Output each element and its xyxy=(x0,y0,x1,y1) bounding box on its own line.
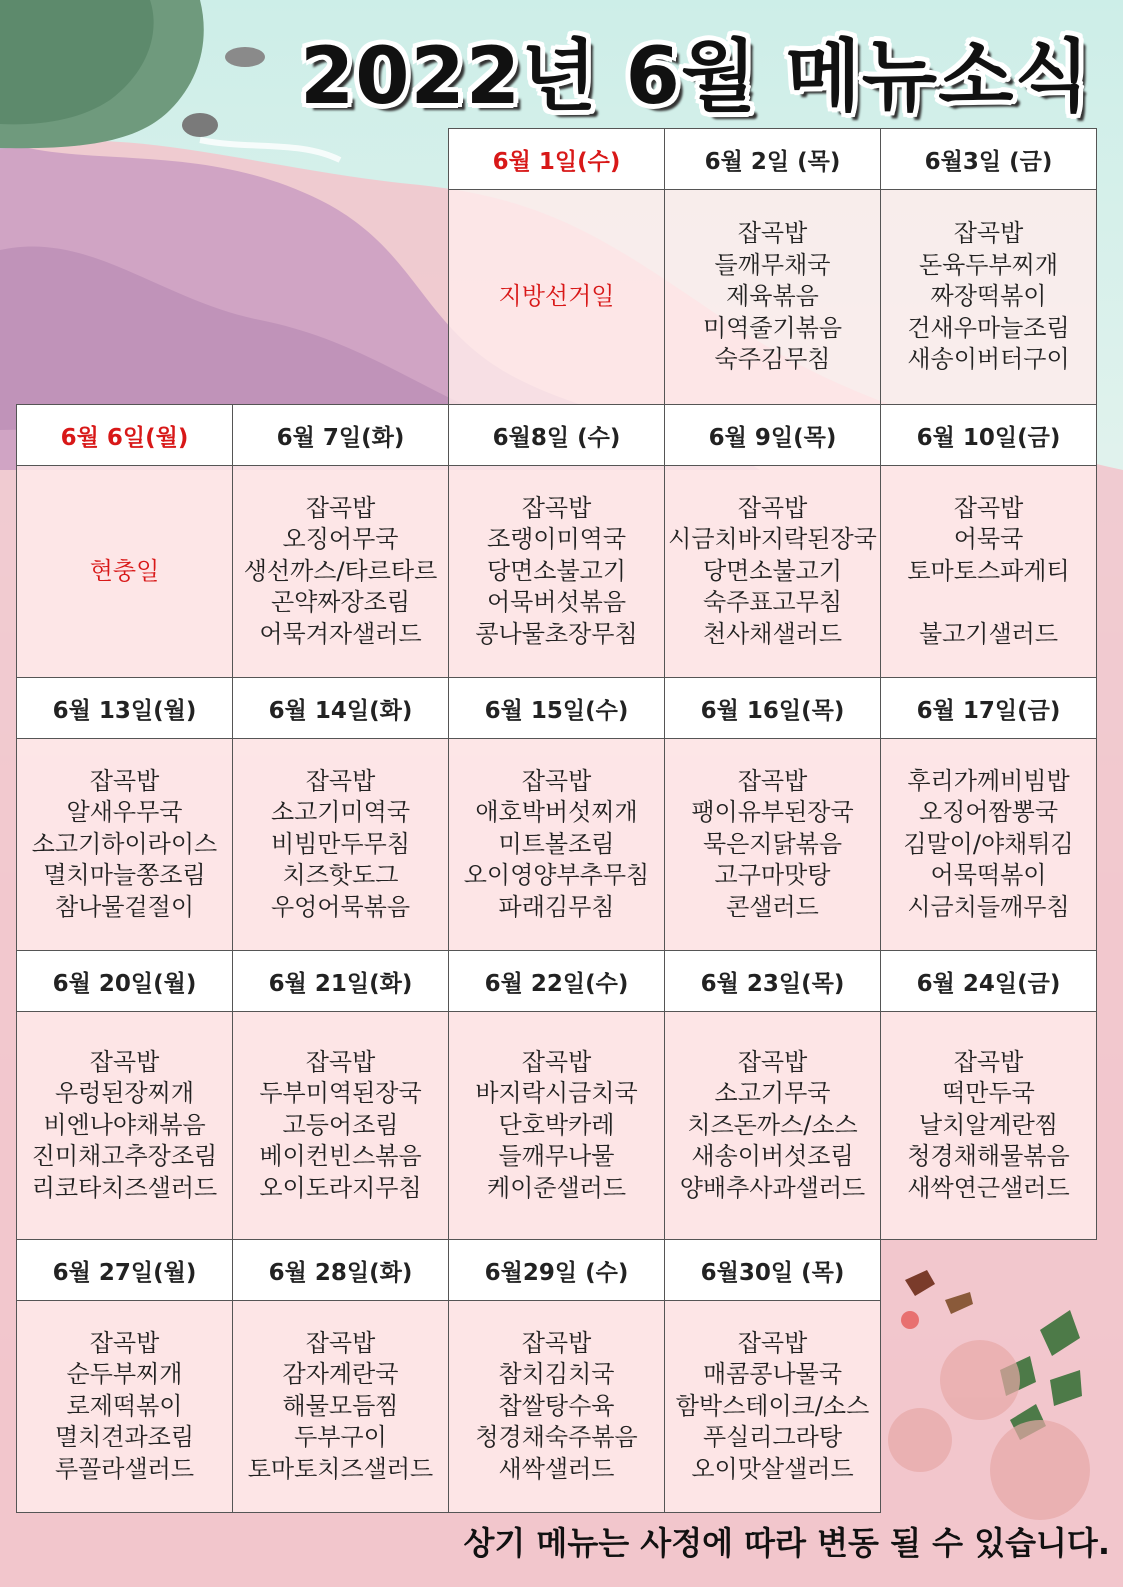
menu-item: 소고기하이라이스 xyxy=(31,829,218,858)
menu-item: 잡곡밥 xyxy=(305,1328,376,1357)
menu-item: 멸치견과조림 xyxy=(54,1423,195,1452)
menu-item: 당면소불고기 xyxy=(702,556,843,585)
menu-cell xyxy=(232,465,449,678)
menu-cell xyxy=(16,1300,233,1513)
menu-item: 들깨무채국 xyxy=(714,250,831,279)
menu-item: 바지락시금치국 xyxy=(475,1079,638,1108)
menu-item: 잡곡밥 xyxy=(305,1047,376,1076)
menu-cell xyxy=(664,738,881,951)
day-header: 6월 9일(목) xyxy=(664,404,881,466)
day-header: 6월30일 (목) xyxy=(664,1239,881,1301)
menu-item: 날치알계란찜 xyxy=(918,1110,1059,1139)
menu-item: 어묵겨자샐러드 xyxy=(259,619,422,648)
day-header: 6월8일 (수) xyxy=(448,404,665,466)
menu-item: 양배추사과샐러드 xyxy=(679,1173,866,1202)
menu-item: 우엉어묵볶음 xyxy=(270,892,411,921)
menu-cell xyxy=(448,1011,665,1240)
menu-item: 비빔만두무침 xyxy=(270,829,411,858)
menu-item: 천사채샐러드 xyxy=(702,619,843,648)
day-header: 6월 15일(수) xyxy=(448,677,665,739)
menu-item: 새송이버섯조림 xyxy=(691,1142,854,1171)
holiday-label: 지방선거일 xyxy=(498,282,615,311)
menu-item: 들깨무나물 xyxy=(498,1142,615,1171)
menu-cell xyxy=(664,1300,881,1513)
menu-cell xyxy=(232,1011,449,1240)
menu-item: 떡만두국 xyxy=(942,1079,1035,1108)
menu-item: 잡곡밥 xyxy=(737,219,808,248)
menu-item: 진미채고추장조림 xyxy=(31,1142,218,1171)
menu-cell xyxy=(448,465,665,678)
menu-item: 청경채해물볶음 xyxy=(907,1142,1070,1171)
menu-cell xyxy=(664,465,881,678)
menu-item: 어묵버섯볶음 xyxy=(486,588,627,617)
menu-cell xyxy=(16,1011,233,1240)
menu-item: 새싹샐러드 xyxy=(498,1454,615,1483)
menu-item: 잡곡밥 xyxy=(89,766,160,795)
day-header: 6월 10일(금) xyxy=(880,404,1097,466)
menu-item: 소고기미역국 xyxy=(270,798,411,827)
menu-item: 베이컨빈스볶음 xyxy=(259,1142,422,1171)
menu-item: 참나물겉절이 xyxy=(54,892,195,921)
menu-item: 잡곡밥 xyxy=(305,493,376,522)
menu-item: 감자계란국 xyxy=(282,1360,399,1389)
day-header: 6월 28일(화) xyxy=(232,1239,449,1301)
menu-item: 잡곡밥 xyxy=(521,493,592,522)
menu-item: 미트볼조림 xyxy=(498,829,615,858)
menu-item: 알새우무국 xyxy=(66,798,183,827)
menu-item: 불고기샐러드 xyxy=(918,619,1059,648)
menu-item: 시금치바지락된장국 xyxy=(668,525,877,554)
menu-item: 토마토스파게티 xyxy=(907,556,1070,585)
day-header: 6월 21일(화) xyxy=(232,950,449,1012)
menu-item: 청경채숙주볶음 xyxy=(475,1423,638,1452)
menu-item: 푸실리그라탕 xyxy=(702,1423,843,1452)
menu-item: 잡곡밥 xyxy=(521,766,592,795)
menu-item: 오징어무국 xyxy=(282,525,399,554)
menu-item: 곤약짜장조림 xyxy=(270,588,411,617)
holiday-label: 현충일 xyxy=(89,556,160,585)
day-header: 6월 20일(월) xyxy=(16,950,233,1012)
menu-item: 참치김치국 xyxy=(498,1360,615,1389)
day-header: 6월 1일(수) xyxy=(448,128,665,190)
day-header: 6월 27일(월) xyxy=(16,1239,233,1301)
menu-item: 우렁된장찌개 xyxy=(54,1079,195,1108)
menu-item: 새송이버터구이 xyxy=(907,345,1070,374)
day-header: 6월 13일(월) xyxy=(16,677,233,739)
day-header: 6월 17일(금) xyxy=(880,677,1097,739)
menu-item: 후리가께비빔밥 xyxy=(907,766,1070,795)
menu-item: 오이맛살샐러드 xyxy=(691,1454,854,1483)
menu-item: 잡곡밥 xyxy=(953,493,1024,522)
menu-item: 짜장떡볶이 xyxy=(930,282,1047,311)
menu-item: 오이도라지무침 xyxy=(259,1173,422,1202)
day-header: 6월 7일(화) xyxy=(232,404,449,466)
menu-item: 잡곡밥 xyxy=(737,766,808,795)
menu-cell xyxy=(448,1300,665,1513)
menu-item: 단호박카레 xyxy=(498,1110,615,1139)
menu-item: 당면소불고기 xyxy=(486,556,627,585)
day-header: 6월29일 (수) xyxy=(448,1239,665,1301)
menu-item: 멸치마늘쫑조림 xyxy=(43,861,206,890)
menu-item: 숙주표고무침 xyxy=(702,588,843,617)
menu-item: 새싹연근샐러드 xyxy=(907,1173,1070,1202)
menu-item: 고등어조림 xyxy=(282,1110,399,1139)
menu-item: 치즈돈까스/소스 xyxy=(687,1110,858,1139)
menu-item: 오징어짬뽕국 xyxy=(918,798,1059,827)
menu-item: 애호박버섯찌개 xyxy=(475,798,638,827)
menu-item: 오이영양부추무침 xyxy=(463,861,650,890)
menu-cell xyxy=(664,189,881,405)
menu-item: 잡곡밥 xyxy=(737,493,808,522)
menu-item: 숙주김무침 xyxy=(714,345,831,374)
menu-item: 파래김무침 xyxy=(498,892,615,921)
holiday-cell xyxy=(448,189,665,405)
menu-cell xyxy=(880,465,1097,678)
menu-item: 케이준샐러드 xyxy=(486,1173,627,1202)
menu-item: 잡곡밥 xyxy=(521,1047,592,1076)
menu-item: 잡곡밥 xyxy=(305,766,376,795)
disclaimer-text: 상기 메뉴는 사정에 따라 변동 될 수 있습니다. xyxy=(463,1524,1110,1562)
menu-item: 팽이유부된장국 xyxy=(691,798,854,827)
menu-cell xyxy=(880,189,1097,405)
menu-cell xyxy=(880,1011,1097,1240)
menu-item: 콘샐러드 xyxy=(726,892,819,921)
menu-item: 토마토치즈샐러드 xyxy=(247,1454,434,1483)
menu-item: 묵은지닭볶음 xyxy=(702,829,843,858)
menu-item: 함박스테이크/소스 xyxy=(675,1391,870,1420)
menu-item: 김말이/야채튀김 xyxy=(903,829,1074,858)
menu-item: 두부구이 xyxy=(294,1423,387,1452)
menu-item: 어묵떡볶이 xyxy=(930,861,1047,890)
menu-item: 잡곡밥 xyxy=(89,1328,160,1357)
day-header: 6월 14일(화) xyxy=(232,677,449,739)
menu-item: 잡곡밥 xyxy=(737,1047,808,1076)
day-header: 6월 2일 (목) xyxy=(664,128,881,190)
day-header: 6월 24일(금) xyxy=(880,950,1097,1012)
menu-item: 해물모듬찜 xyxy=(282,1391,399,1420)
menu-cell xyxy=(880,738,1097,951)
menu-item: 찹쌀탕수육 xyxy=(498,1391,615,1420)
menu-item: 생선까스/타르타르 xyxy=(243,556,438,585)
menu-item: 건새우마늘조림 xyxy=(907,313,1070,342)
menu-item: 제육볶음 xyxy=(726,282,819,311)
menu-cell xyxy=(232,1300,449,1513)
menu-item: 돈육두부찌개 xyxy=(918,250,1059,279)
menu-item: 미역줄기볶음 xyxy=(702,313,843,342)
menu-item: 매콤콩나물국 xyxy=(702,1360,843,1389)
menu-item: 소고기무국 xyxy=(714,1079,831,1108)
menu-item: 콩나물초장무침 xyxy=(475,619,638,648)
menu-cell xyxy=(16,738,233,951)
menu-item: 잡곡밥 xyxy=(521,1328,592,1357)
menu-cell xyxy=(232,738,449,951)
menu-cell xyxy=(448,738,665,951)
menu-item: 잡곡밥 xyxy=(953,1047,1024,1076)
day-header: 6월 22일(수) xyxy=(448,950,665,1012)
menu-item: 치즈핫도그 xyxy=(282,861,399,890)
menu-item: 순두부찌개 xyxy=(66,1360,183,1389)
page-title: 2022년 6월 메뉴소식 xyxy=(300,32,1091,122)
menu-item: 루꼴라샐러드 xyxy=(54,1454,195,1483)
menu-item: 두부미역된장국 xyxy=(259,1079,422,1108)
day-header: 6월 6일(월) xyxy=(16,404,233,466)
menu-item: 어묵국 xyxy=(953,525,1024,554)
day-header: 6월 16일(목) xyxy=(664,677,881,739)
menu-item: 고구마맛탕 xyxy=(714,861,831,890)
menu-item: 로제떡볶이 xyxy=(66,1391,183,1420)
menu-item: 잡곡밥 xyxy=(953,219,1024,248)
menu-item: 시금치들깨무침 xyxy=(907,892,1070,921)
menu-item: 조랭이미역국 xyxy=(486,525,627,554)
menu-item: 리코타치즈샐러드 xyxy=(31,1173,218,1202)
day-header: 6월3일 (금) xyxy=(880,128,1097,190)
menu-item: 비엔나야채볶음 xyxy=(43,1110,206,1139)
menu-item: 잡곡밥 xyxy=(737,1328,808,1357)
holiday-cell xyxy=(16,465,233,678)
menu-item: 잡곡밥 xyxy=(89,1047,160,1076)
menu-cell xyxy=(664,1011,881,1240)
day-header: 6월 23일(목) xyxy=(664,950,881,1012)
